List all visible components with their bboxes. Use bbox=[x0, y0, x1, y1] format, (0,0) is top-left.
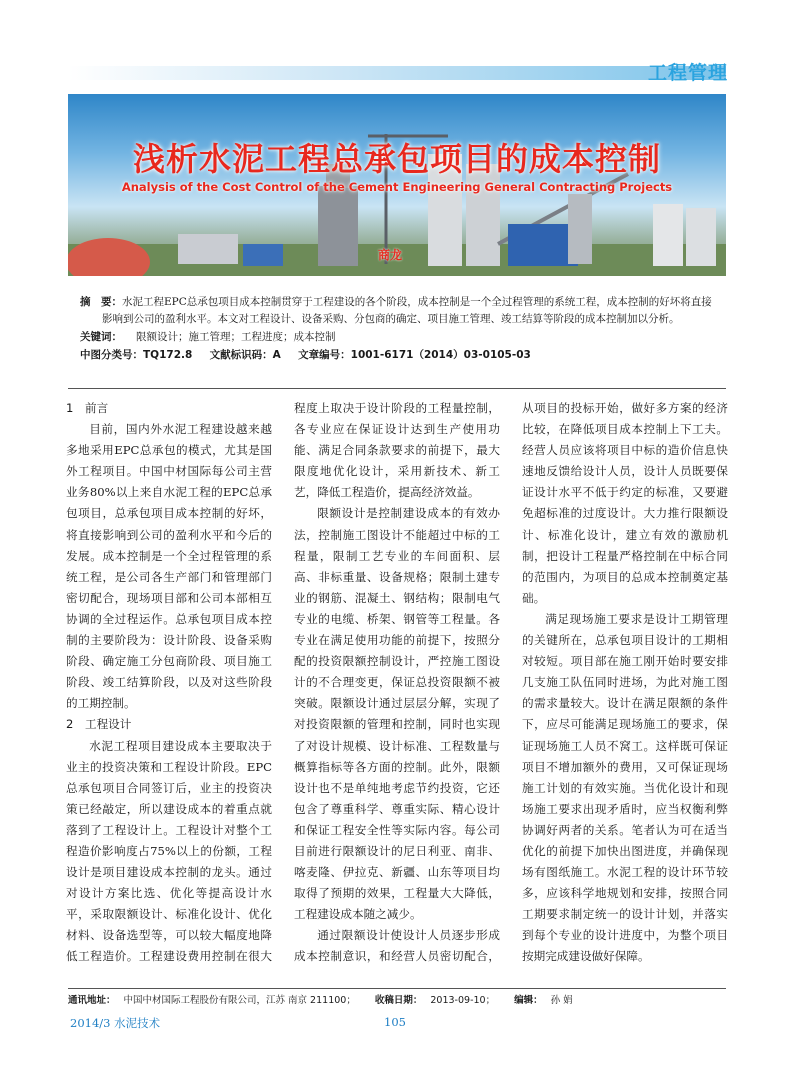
section-heading-2: 2 工程设计 bbox=[66, 717, 132, 732]
abstract-text: 水泥工程EPC总承包项目成本控制贯穿于工程建设的各个阶段，成本控制是一个全过程管理的系统工程，成本控制的好坏将直接影响到公司的盈利水平。本文对工程设计、设备采购、分包商的确定、项目施工管理、竣工结算等阶段的成本控制加以分析。 bbox=[102, 296, 712, 325]
divider-top bbox=[68, 388, 726, 389]
section-label: 工程管理 bbox=[647, 62, 728, 84]
clc-field: 中图分类号：TQ172.8 bbox=[80, 349, 193, 361]
paragraph: 目前，国内外水泥工程建设越来越多地采用EPC总承包的模式，尤其是国外工程项目。中国中材国际每公司主营业务80%以上来自水泥工程的EPC总承包项目，总承包项目成本控制的好坏，将直接影响到公司的盈利水平和今后的发展。成本控制是一个全过程管理的系统工程，是公司各生产部门和管理部门密切配合，现场项目部和公司本部相互协调的全过程运作。总承包项目成本控制的主要阶段为：设计阶段、设备采购阶段、确定施工分包商阶段、项目施工阶段、竣工结算阶段，以及对这些阶段的工期控制。 bbox=[66, 422, 272, 711]
article-title: 浅析水泥工程总承包项目的成本控制 bbox=[132, 140, 661, 178]
doc-code-field: 文献标识码：A bbox=[209, 349, 281, 361]
received-date: 收稿日期： 2013-09-10； bbox=[374, 995, 496, 1006]
keywords-label: 关键词： bbox=[80, 331, 122, 343]
paragraph: 通过限额设计使设计人员逐步形成成本控制意识，和经营人员密切配合，从项目的投标开始，做好多方案的经济比较，在降低项目成本控制上下工夫。经营人员应该将项目中标的造价信息快速地反馈给设计人员，设计人员既要保证设计水平不低于约定的标准，又要避免超标准的过度设计。大力推行限额设计、标准化设计，建立有效的激励机制，把设计工程量严格控制在中标合同的范围内，为项目的总成本控制奠定基础。 bbox=[294, 401, 728, 964]
address: 通讯地址： 中国中材国际工程股份有限公司，江苏 南京 211100； bbox=[68, 995, 356, 1006]
abstract-block bbox=[80, 294, 716, 364]
divider-bottom bbox=[68, 988, 726, 989]
section-heading-1: 1 前言 bbox=[66, 401, 109, 415]
paragraph: 限额设计是控制建设成本的有效办法，控制施工图设计不能超过中标的工程量，限制工艺专业的车间面积、层高、非标重量、设备规格；限制土建专业的钢筋、混凝土、钢结构；限制电气专业的电缆、桥架、钢管等工程量。各专业在满足使用功能的前提下，按照分配的投资限额控制设计，严控施工图设计的不合理变更，保证总投资限额不被突破。限额设计通过层层分解，实现了对投资限额的管理和控制，同时也实现了对设计规模、设计标准、工程数量与概算指标等各方面的控制。此外，限额设计也不是单纯地考虑节约投资，它还包含了尊重科学、尊重实际、精心设计和保证工程安全性等实际内容。每公司目前进行限额设计的尼日利亚、南非、喀麦隆、伊拉克、新疆、山东等项目均取得了预期的效果，工程量大大降低，工程建设成本随之减少。 bbox=[294, 506, 500, 922]
article-subtitle: Analysis of the Cost Control of the Cement Engineering General Contracting Projects bbox=[121, 180, 673, 194]
journal-issue: 2014/3 水泥技术 bbox=[70, 1016, 161, 1030]
article-body bbox=[66, 398, 728, 986]
abstract-label: 摘 要： bbox=[80, 296, 122, 308]
classification-line bbox=[80, 346, 716, 364]
footer-info bbox=[68, 992, 589, 1006]
paragraph: 水泥工程项目建设成本主要取决于业主的投资决策和工程设计阶段。EPC总承包项目合同签订后，业主的投资决策已经敲定，所以建设成本的着重点就落到了工程设计上。工程设计对整个工程造价影响度占75%以上的份额，工程设计是项目建设成本控制的龙头。通过对设计方案比选、优化等提高设计水平，采取限额设计、标准化设计、优化材料、设备选型等，可以较大幅度地降低工程造价。工程建设费用控制在很大程度上取决于设计阶段的工程量控制，各专业应在保证设计达到生产使用功能、满足合同条款要求的前提下，最大限度地优化设计，采用新技术、新工艺，降低工程造价，提高经济效益。 bbox=[66, 401, 500, 964]
header-band bbox=[68, 66, 726, 80]
page-number: 105 bbox=[384, 1015, 406, 1029]
keywords-line bbox=[80, 328, 716, 346]
author-name: 商龙 bbox=[378, 248, 403, 262]
keywords-text: 限额设计；施工管理；工程进度；成本控制 bbox=[136, 331, 336, 343]
paragraph: 满足现场施工要求是设计工期管理的关键所在，总承包项目设计的工期相对较短。项目部在施工刚开始时要安排几支施工队伍同时进场，为此对施工图的需求量较大。设计在满足限额的条件下，应尽可能满足现场施工的要求，保证现场施工人员不窝工。这样既可保证项目不增加额外的费用，又可保证现场施工计划的有效实施。当优化设计和现场施工要求出现矛盾时，应当权衡利弊协调好两者的关系。笔者认为可在适当优化的前提下加快出图进度，并确保现场有图纸施工。水泥工程的设计环节较多，应该科学地规划和安排，按照合同工期要求制定统一的设计计划，并落实到每个专业的设计进度中，为整个项目按期完成建设做好保障。 bbox=[522, 611, 728, 964]
article-number-field: 文章编号：1001-6171（2014）03-0105-03 bbox=[298, 349, 531, 361]
hero-banner bbox=[68, 94, 726, 276]
abstract-paragraph bbox=[80, 294, 716, 328]
editor: 编辑： 孙 娟 bbox=[514, 995, 573, 1006]
